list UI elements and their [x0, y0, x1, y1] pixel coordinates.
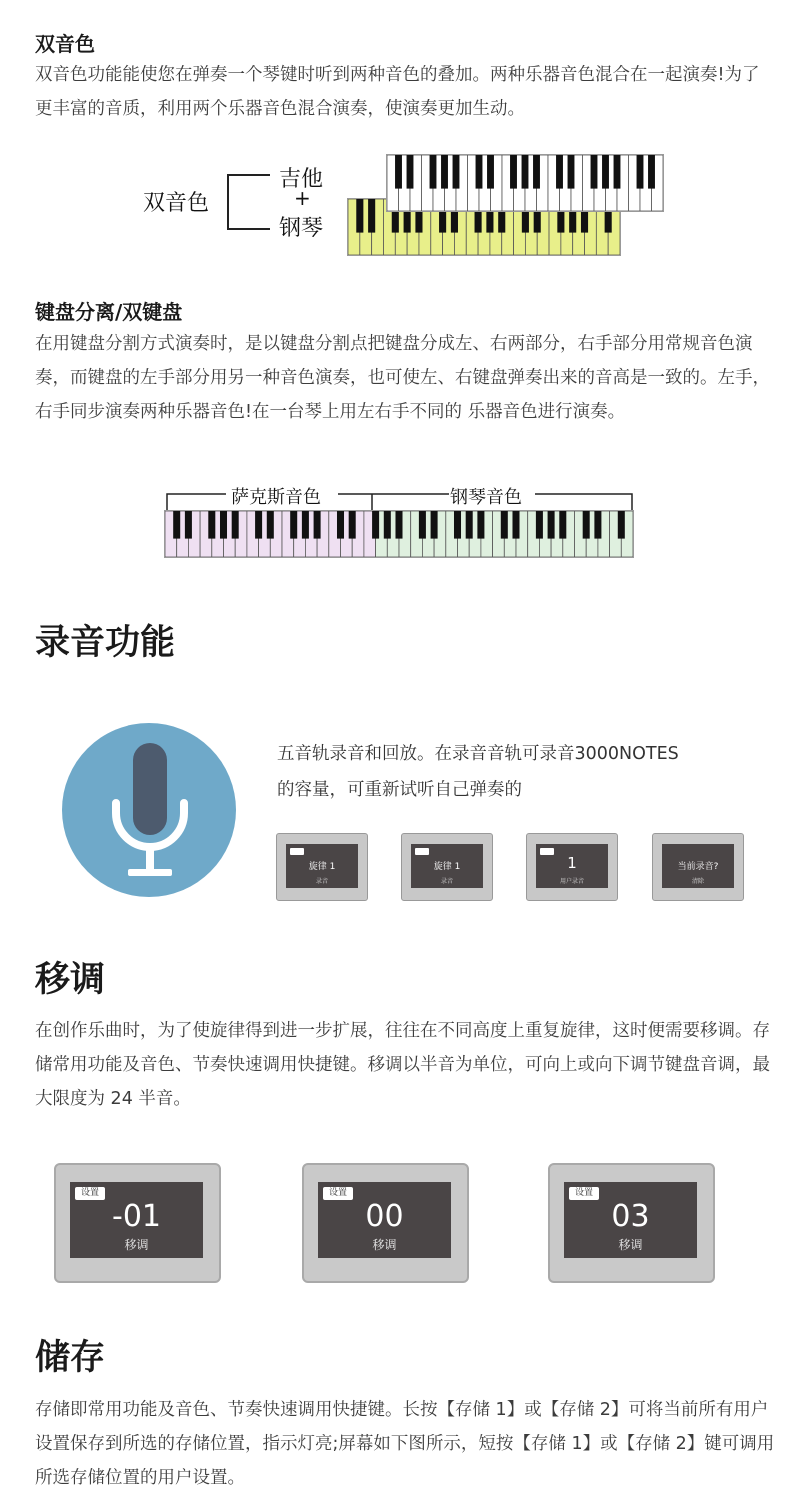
record-screen-sub: 录音 — [440, 878, 453, 885]
black-key — [255, 511, 262, 539]
black-key — [290, 511, 297, 539]
black-key — [637, 155, 644, 189]
black-key — [349, 511, 356, 539]
split-keyboard-diagram — [0, 480, 790, 560]
transpose-screen — [54, 1163, 221, 1283]
transpose-label: 移调 — [618, 1238, 643, 1252]
black-key — [548, 511, 555, 539]
transpose-value: 03 — [611, 1199, 650, 1234]
transpose-screen — [302, 1163, 469, 1283]
black-key — [356, 199, 363, 233]
dual-voice-bracket — [222, 173, 272, 233]
dual-voice-heading: 双音色 — [35, 32, 95, 56]
settings-tag: 设置 — [569, 1187, 599, 1200]
black-key — [618, 511, 625, 539]
record-screen — [652, 833, 744, 901]
black-key — [419, 511, 426, 539]
black-key — [384, 511, 391, 539]
piano-voice-label: 钢琴音色 — [450, 487, 522, 508]
black-key — [559, 511, 566, 539]
plus-sign: + — [294, 186, 311, 210]
black-key — [267, 511, 274, 539]
black-key — [591, 155, 598, 189]
black-key — [372, 511, 379, 539]
black-key — [407, 155, 414, 189]
black-key — [208, 511, 215, 539]
transpose-label: 移调 — [372, 1238, 397, 1252]
storage-heading: 储存 — [35, 1337, 106, 1378]
record-screen-main: 1 — [567, 854, 577, 872]
black-key — [314, 511, 321, 539]
record-screen-main: 当前录音? — [677, 862, 719, 872]
record-indicator-icon — [290, 848, 304, 855]
black-key — [477, 511, 484, 539]
transpose-screen — [548, 1163, 715, 1283]
black-key — [185, 511, 192, 539]
black-key — [173, 511, 180, 539]
black-key — [395, 155, 402, 189]
split-keyboard-description: 在用键盘分割方式演奏时，是以键盘分割点把键盘分成左、右两部分，右手部分用常规音色演奏，而键盘的左手部分用另一种音色演奏，也可使左、右键盘弹奏出来的音高是一致的。左手，右手同步演奏两种乐器音色!在一台琴上用左右手不同的 乐器音色进行演奏。 — [35, 334, 770, 422]
black-key — [441, 155, 448, 189]
dual-voice-label: 双音色 — [143, 191, 210, 216]
black-key — [510, 155, 517, 189]
black-key — [602, 155, 609, 189]
recording-description: 五音轨录音和回放。在录音音轨可录音3000NOTES 的容量，可重新试听自己弹奏的 — [277, 744, 679, 800]
black-key — [302, 511, 309, 539]
piano-label: 钢琴 — [279, 216, 324, 241]
black-key — [568, 155, 575, 189]
split-keyboard-heading: 键盘分离/双键盘 — [35, 300, 183, 324]
black-key — [431, 511, 438, 539]
record-screen-main: 旋律 1 — [433, 862, 461, 872]
black-key — [501, 511, 508, 539]
black-key — [466, 511, 473, 539]
settings-tag: 设置 — [75, 1187, 105, 1200]
record-screen-sub: 清除 — [691, 878, 704, 885]
black-key — [487, 155, 494, 189]
black-key — [614, 155, 621, 189]
transpose-value: 00 — [365, 1199, 404, 1234]
black-key — [556, 155, 563, 189]
black-key — [368, 199, 375, 233]
record-screen — [276, 833, 368, 901]
black-key — [648, 155, 655, 189]
dual-voice-description: 双音色功能能使您在弹奏一个琴键时听到两种音色的叠加。两种乐器音色混合在一起演奏!为了更丰富的音质，利用两个乐器音色混合演奏，使演奏更加生动。 — [35, 65, 760, 119]
split-keyboard — [164, 510, 634, 558]
black-key — [536, 511, 543, 539]
transpose-description: 在创作乐曲时，为了使旋律得到进一步扩展，往往在不同高度上重复旋律，这时便需要移调。存储常用功能及音色、节奏快速调用快捷键。移调以半音为单位，可向上或向下调节键盘音调，最大限度为 24 半音。 — [35, 1021, 770, 1109]
black-key — [453, 155, 460, 189]
record-indicator-icon — [415, 848, 429, 855]
black-key — [512, 511, 519, 539]
sax-voice-label: 萨克斯音色 — [231, 487, 321, 508]
guitar-keyboard-white — [386, 154, 664, 212]
black-key — [220, 511, 227, 539]
record-screen — [401, 833, 493, 901]
black-key — [430, 155, 437, 189]
black-key — [395, 511, 402, 539]
microphone-icon — [62, 723, 236, 897]
black-key — [337, 511, 344, 539]
guitar-label: 吉他 — [279, 167, 324, 192]
storage-description: 存储即常用功能及音色、节奏快速调用快捷键。长按【存储 1】或【存储 2】可将当前所有用户设置保存到所选的存储位置，指示灯亮;屏幕如下图所示，短按【存储 1】或【存储 2】键可调用所选存储位置的用户设置。 — [35, 1400, 775, 1488]
black-key — [476, 155, 483, 189]
recording-heading: 录音功能 — [35, 622, 176, 663]
transpose-heading: 移调 — [35, 959, 106, 1000]
record-screen-sub: 用户录音 — [559, 878, 584, 885]
black-key — [522, 155, 529, 189]
record-screen-sub: 录音 — [315, 878, 328, 885]
black-key — [594, 511, 601, 539]
black-key — [583, 511, 590, 539]
black-key — [232, 511, 239, 539]
record-screen — [526, 833, 618, 901]
record-screen-main: 旋律 1 — [308, 862, 336, 872]
black-key — [533, 155, 540, 189]
dual-voice-diagram — [0, 148, 790, 258]
settings-tag: 设置 — [323, 1187, 353, 1200]
black-key — [454, 511, 461, 539]
transpose-label: 移调 — [124, 1238, 149, 1252]
transpose-value: -01 — [112, 1199, 161, 1234]
